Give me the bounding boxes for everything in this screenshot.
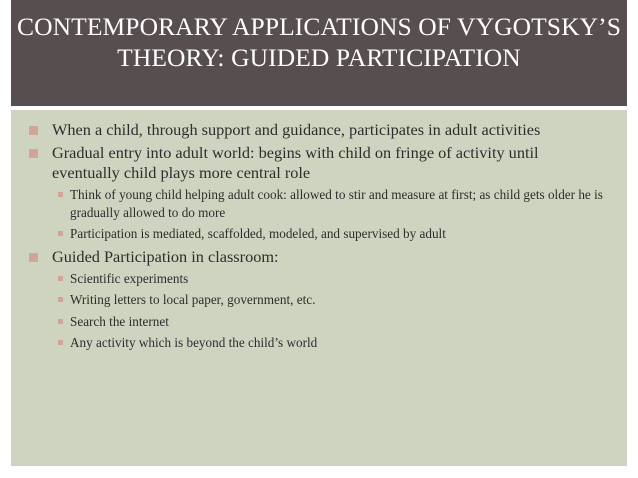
content-panel: [11, 110, 627, 466]
square-bullet-icon: [29, 126, 38, 135]
sub-bullet-text: Think of young child helping adult cook: allowed to stir and measure at first; as child gets older he is gradually allowed to do more: [70, 187, 603, 220]
bullet-item: [11, 143, 627, 183]
bullet-text: Guided Participation in classroom:: [52, 246, 279, 266]
sub-bullet-item: [11, 270, 627, 288]
bullet-list: [11, 120, 627, 356]
bullet-item: [11, 120, 627, 140]
sub-bullet-item: [11, 186, 627, 221]
sub-bullet-item: [11, 291, 627, 309]
small-square-bullet-icon: [58, 297, 63, 302]
bullet-item: [11, 247, 627, 267]
sub-bullet-text: Writing letters to local paper, government, etc.: [70, 292, 316, 307]
sub-bullet-text: Participation is mediated, scaffolded, modeled, and supervised by adult: [70, 226, 446, 241]
sub-bullet-item: [11, 334, 627, 352]
sub-bullet-text: Any activity which is beyond the child’s world: [70, 335, 318, 350]
small-square-bullet-icon: [58, 231, 63, 236]
sub-bullet-text: Search the internet: [70, 313, 169, 329]
small-square-bullet-icon: [58, 276, 63, 281]
sub-bullet-item: [11, 313, 627, 331]
small-square-bullet-icon: [58, 192, 63, 197]
slide-title: CONTEMPORARY APPLICATIONS OF VYGOTSKY’S THEORY: GUIDED PARTICIPATION: [17, 12, 621, 72]
small-square-bullet-icon: [58, 319, 63, 324]
sub-bullet-text: Scientific experiments: [70, 270, 189, 286]
square-bullet-icon: [29, 253, 38, 262]
square-bullet-icon: [29, 149, 38, 158]
small-square-bullet-icon: [58, 340, 63, 345]
bullet-text: When a child, through support and guidance, participates in adult activities: [52, 120, 541, 139]
title-bar: [11, 0, 627, 106]
sub-bullet-item: [11, 225, 627, 243]
bullet-text: Gradual entry into adult world: begins with child on fringe of activity until eventually child plays more central role: [52, 143, 539, 182]
